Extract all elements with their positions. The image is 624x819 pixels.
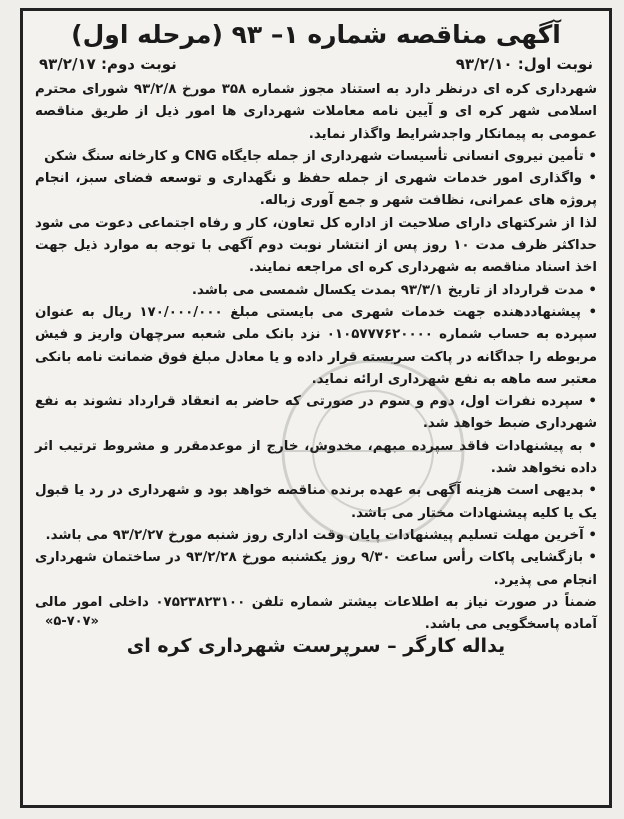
contact-paragraph: ضمناً در صورت نیاز به اطلاعات بیشتر شماره تلفن ۰۷۵۲۳۸۲۳۱۰۰ داخلی امور مالی آماده پاسخگویی می باشد. <box>35 594 597 633</box>
condition-ad-cost: • بدیهی است هزینه آگهی به عهده برنده مناقصه خواهد بود و شهرداری در رد یا قبول یک یا کلیه پیشنهادات مختار می باشد. <box>35 483 597 521</box>
notice-body <box>23 17 609 661</box>
intro-paragraph: شهرداری کره ای درنظر دارد به استناد مجوز شماره ۳۵۸ مورخ ۹۳/۲/۸ شورای محترم اسلامی شهر کره ای و آیین نامه معاملات شهرداری ها امور ذیل از طریق مناقصه عمومی به پیمانکار واجدشرایط واگذار نماید. <box>35 82 597 142</box>
item-city-services: • واگذاری امور خدمات شهری از جمله حفظ و نگهداری و توسعه فضای سبز، انجام پروژه های عمرانی، نظافت شهر و جمع آوری زباله. <box>35 171 597 209</box>
second-publication-date: نوبت دوم: ۹۳/۲/۱۷ <box>39 55 177 73</box>
notice-title: آگهی مناقصه شماره ۱– ۹۳ (مرحله اول) <box>71 20 561 49</box>
condition-invalid-bids: • به پیشنهادات فاقد سپرده مبهم، مخدوش، خارج از موعدمقرر و مشروط ترتیب اثر داده نخواهد شد. <box>35 438 597 477</box>
notice-dates <box>39 55 593 73</box>
invitation-paragraph: لذا از شرکتهای دارای صلاحیت از اداره کل تعاون، کار و رفاه اجتماعی دعوت می شود حداکثر ظرف مدت ۱۰ روز پس از انتشار نوبت دوم آگهی با توجه به موارد ذیل جهت اخذ اسناد مناقصه به شهرداری کره ای مراجعه نمایند. <box>35 215 597 276</box>
first-publication-date: نوبت اول: ۹۳/۲/۱۰ <box>455 55 593 73</box>
condition-contract-term: • مدت قرارداد از تاریخ ۹۳/۳/۱ بمدت یکسال شمسی می باشد. <box>191 282 597 298</box>
signature: یداله کارگر – سرپرست شهرداری کره ای <box>126 635 506 658</box>
item-workforce: • تأمین نیروی انسانی تأسیسات شهرداری از جمله جایگاه CNG و کارخانه سنگ شکن <box>44 148 597 164</box>
condition-deposit: • پیشنهاددهنده جهت خدمات شهری می بایستی مبلغ ۱۷۰/۰۰۰/۰۰۰ ریال به عنوان سپرده به حساب شماره ۰۱۰۵۷۷۷۶۲۰۰۰۰ نزد بانک ملی شعبه سرچهان واریز و فیش مربوطه را جداگانه در پاکت سربسته قرار داده و یا معادل مبلغ فوق ضمانت نامه بانکی معتبر سه ماهه به نفع شهرداری ارائه نماید. <box>35 304 598 387</box>
notice-code: «۵-۷۰۷» <box>45 614 99 630</box>
condition-deadline: • آخرین مهلت تسلیم پیشنهادات پایان وقت اداری روز شنبه مورخ ۹۳/۲/۲۷ می باشد. <box>45 527 597 543</box>
notice-frame <box>20 8 612 808</box>
condition-opening: • بازگشایی پاکات رأس ساعت ۹/۳۰ روز یکشنبه مورخ ۹۳/۲/۲۸ در ساختمان شهرداری انجام می پذیرد. <box>35 550 597 588</box>
condition-forfeit: • سپرده نفرات اول، دوم و سوم در صورتی که حاضر به انعقاد قرارداد نشوند به نفع شهرداری ضبط خواهد شد. <box>35 394 597 432</box>
